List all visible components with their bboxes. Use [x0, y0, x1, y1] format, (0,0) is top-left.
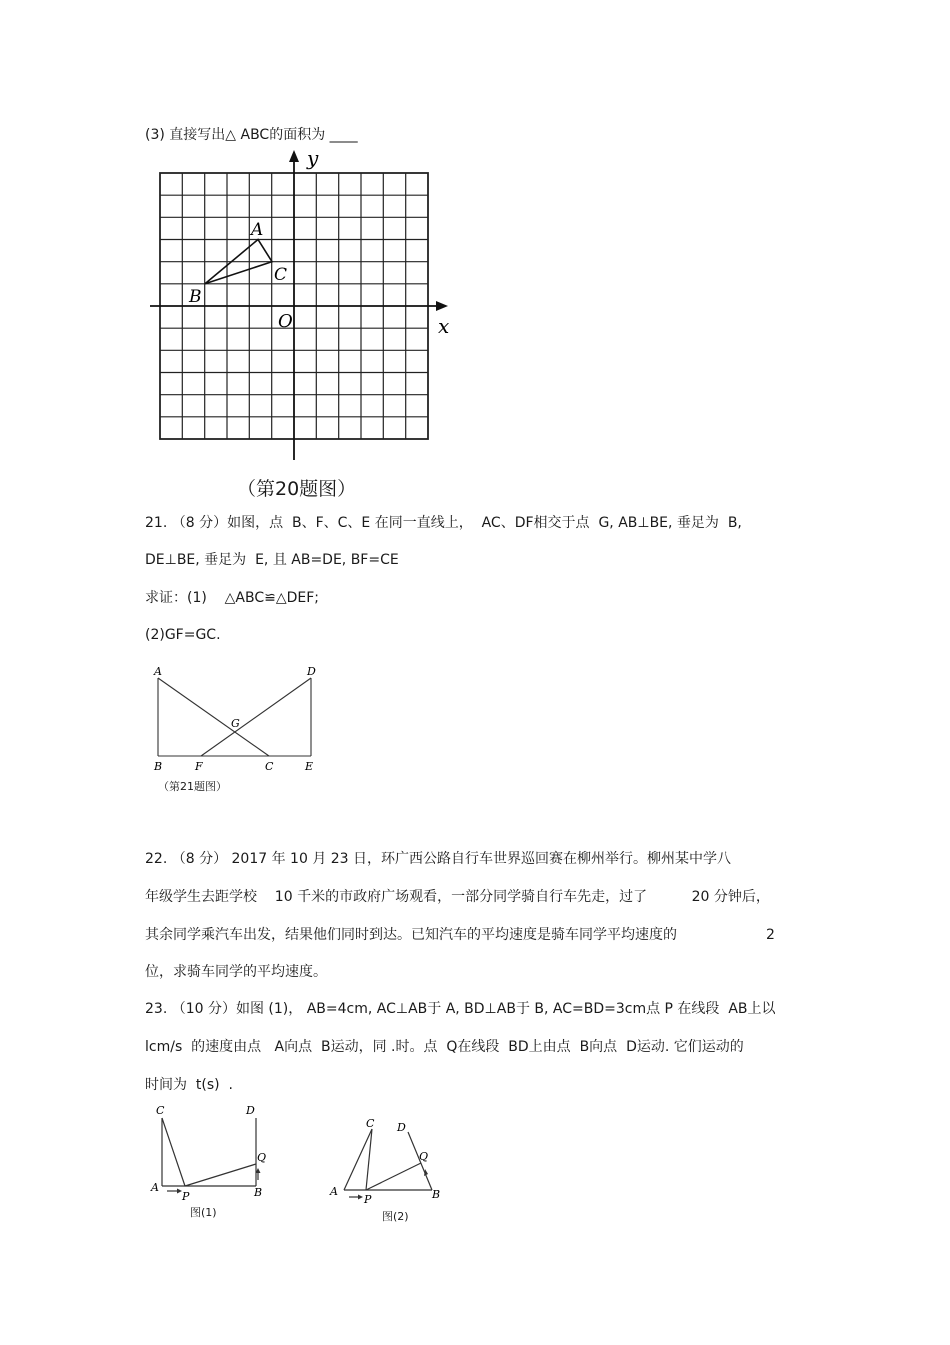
axes: [150, 157, 440, 460]
fig23-2-label-d: D: [397, 1121, 406, 1134]
fig21-label-c: C: [265, 760, 274, 773]
label-c: C: [274, 265, 288, 285]
fig23-1-label-a: A: [151, 1181, 159, 1194]
figure-20-caption: （第20题图）: [237, 478, 357, 500]
fig23-1-label-c: C: [156, 1104, 165, 1117]
x-axis-arrow: [436, 301, 448, 311]
q21-line3: 求证：(1) △ABC≌△DEF;: [145, 590, 320, 606]
q21-line4: (2)GF=GC.: [145, 627, 221, 643]
figure-20-grid: [140, 145, 470, 470]
fig21-label-g: G: [231, 717, 240, 730]
fig23-1-label-b: B: [254, 1186, 263, 1199]
label-origin: O: [278, 311, 293, 332]
fig23-1-label-q: Q: [257, 1151, 267, 1164]
q22-line4: 位，求骑车同学的平均速度。: [145, 964, 327, 980]
q22-line1: 22. （8 分） 2017 年 10 月 23 日，环广西公路自行车世界巡回赛在柳州举行。柳州某中学八: [145, 851, 732, 867]
fig21-label-e: E: [305, 760, 314, 773]
fig23-1-label-p: P: [182, 1190, 190, 1203]
fig21-label-f: F: [195, 760, 203, 773]
label-b: B: [189, 287, 202, 307]
label-a: A: [251, 220, 264, 240]
q22-line3: 其余同学乘汽车出发，结果他们同时到达。已知汽车的平均速度是骑车同学平均速度的 2: [145, 927, 775, 943]
q23-line3: 时间为 t(s) .: [145, 1077, 233, 1093]
figure-21-caption: （第21题图）: [158, 780, 227, 793]
fig23-2-label-b: B: [432, 1188, 441, 1201]
figure-23-2: [325, 1105, 455, 1220]
fig23-2-label-a: A: [330, 1185, 338, 1198]
fig23-2-label-c: C: [366, 1117, 375, 1130]
q20-part3-text: (3) 直接写出△ ABC的面积为 ____: [145, 127, 358, 143]
figure-23-1-caption: 图(1): [190, 1206, 217, 1219]
q23-line2: lcm/s 的速度由点 A向点 B运动，同 .时。点 Q在线段 BD上由点 B向点 D运动. 它们运动的: [145, 1039, 744, 1055]
q23-line1: 23. （10 分）如图 (1)， AB=4cm, AC⊥AB于 A, BD⊥AB于 B, AC=BD=3cm点 P 在线段 AB上以: [145, 1001, 776, 1017]
label-y: y: [307, 146, 319, 170]
fig23-2-label-p: P: [364, 1193, 372, 1206]
fig21-label-d: D: [307, 665, 316, 678]
label-x: x: [438, 314, 450, 338]
fig23-2-arrow-p: [358, 1195, 363, 1200]
y-axis-arrow: [289, 150, 299, 162]
fig23-1-label-d: D: [246, 1104, 255, 1117]
fig21-label-b: B: [154, 760, 163, 773]
fig21-label-a: A: [154, 665, 162, 678]
fig23-2-label-q: Q: [419, 1150, 429, 1163]
q21-line1: 21. （8 分）如图，点 B、F、C、E 在同一直线上， AC、DF相交于点 G, AB⊥BE, 垂足为 B,: [145, 515, 742, 531]
figure-23-1: [145, 1100, 275, 1220]
fig23-2-arrow-q: [424, 1169, 428, 1176]
q21-line2: DE⊥BE, 垂足为 E, 且 AB=DE, BF=CE: [145, 552, 399, 568]
figure-23-2-caption: 图(2): [382, 1210, 409, 1223]
q22-line2: 年级学生去距学校 10 千米的市政府广场观看，一部分同学骑自行车先走，过了 20 分钟后，: [145, 889, 770, 905]
